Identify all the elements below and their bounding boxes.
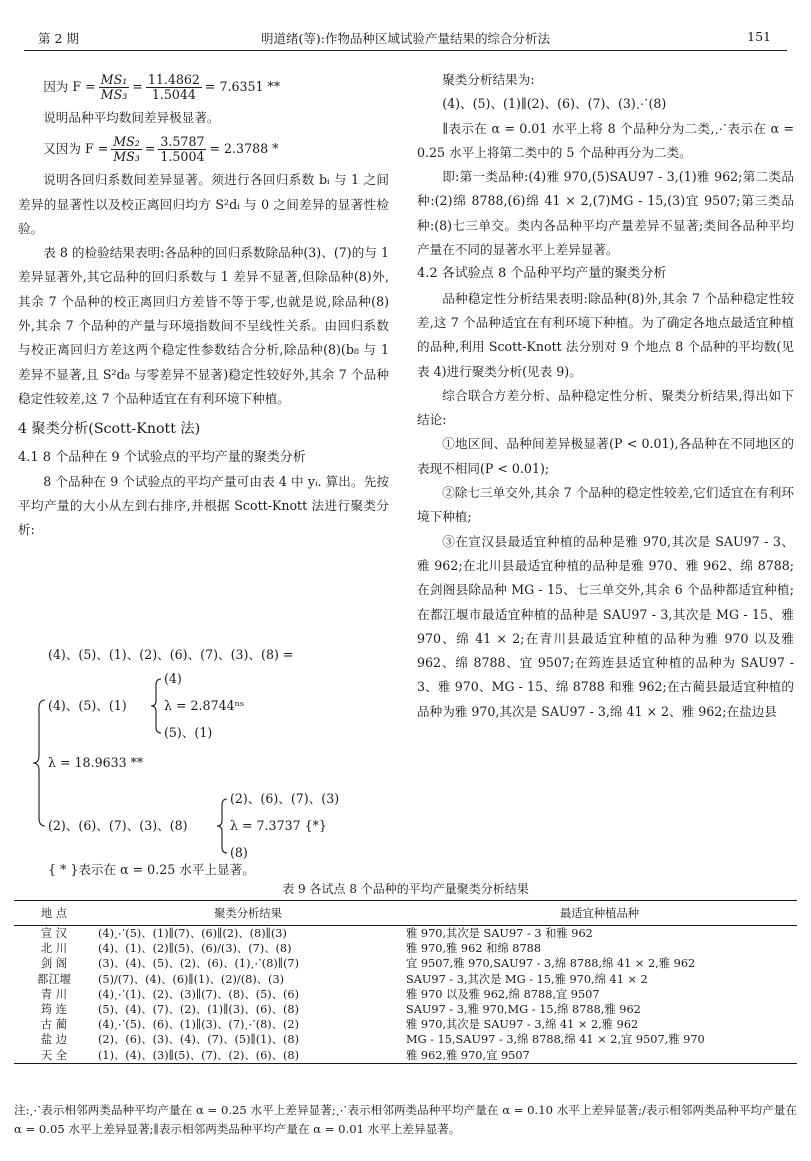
tree-group1-lambda: λ = 2.8744ⁿˢ [164,698,245,713]
cluster-cell: (4)⋰(1)、(2)、(3)∥(7)、(8)、(5)、(6) [98,987,300,1001]
ms-ratio-2 [111,135,142,164]
header-best-variety: 最适宜种植品种 [402,901,797,926]
issue-label: 第 2 期 [38,31,79,46]
ms1-symbol: MS₁ [100,71,128,87]
table-row [14,1032,797,1047]
ms3-value: 1.5044 [151,86,196,102]
table9-note: 注:⋰表示相邻两类品种平均产量在 α = 0.25 水平上差异显著;⋰表示相邻两类品种平均产量在 α = 0.10 水平上差异显著;/表示相邻两类品种平均产量在 α = 0.05 水平上差异显著;∥表示相邻两类品种平均产量在 α = 0.01 水平上差异显著。 [14,1103,797,1136]
table9 [14,900,797,1064]
cluster-cell: (2)、(6)、(3)、(4)、(7)、(5)∥(1)、(8) [98,1033,300,1047]
location-cell: 宣 汉 [40,927,68,940]
formula-f2-prefix: 又因为 F = [43,141,109,157]
cluster-cell: (3)、(4)、(5)、(2)、(6)、(1)⋰(8)∥(7) [98,957,300,971]
paragraph-cluster-result: (4)、(5)、(1)∥(2)、(6)、(7)、(3)⋰(8) [442,96,667,112]
table-row [14,956,797,971]
variety-cell: 雅 970,雅 962 和绵 8788 [406,942,542,956]
paragraph-4-2: 品种稳定性分析结果表明:除品种(8)外,其余 7 个品种稳定性较差,这 7 个品种适宜在有利环境下种植。为了确定各地点最适宜种植的品种,利用 Scott-Knott 法分别对 9 个地点 8 个品种的平均数(见表 4)进行聚类分析(见表 9)。 [417,290,794,379]
table-row [14,1048,797,1064]
formula-f2 [18,130,389,168]
ms3-symbol-2: MS₃ [113,148,140,164]
conclusion-3: ③在宣汉县最适宜种植的品种是雅 970,其次是 SAU97 - 3、雅 962;在北川县最适宜种植的品种是雅 970、雅 962、绵 8788;在剑阁县除品种 MG - 15、七三单交外,其余 6 个品种都适宜种植;在都江堰市最适宜种植的品种是 SAU97 - 3,其次是 MG - 15、雅 970、绵 41 × 2;在青川县最适宜种植的品种为雅 970 以及雅 962、绵 8788、宜 9507;在筠连县适宜种植的品种为 SAU97 - 3、雅 970、MG - 15、绵 8788 和雅 962;在古蔺县最适宜种植的品种为雅 970,其次是 SAU97 - 3,绵 41 × 2、雅 962;在盐边县 [417,533,794,719]
header-cluster-result: 聚类分析结果 [94,901,402,926]
running-header [0,0,811,44]
paragraph-table8-results: 表 8 的检验结果表明:各品种的回归系数除品种(3)、(7)的与 1 差异显著外,其它品种的回归系数与 1 差异不显著,但除品种(8)外,其余 7 个品种的校正离回归方差皆不等于零,也就是说,除品种(8)外,其余 7 个品种的产量与环境指数间不呈线性关系。由回归系数与校正离回归方差这两个稳定性参数结合分析,除品种(8)(b₈ 与 1 差异不显著,且 S²d₈ 与零差异不显著)稳定性较好外,其余 7 个品种稳定性较差,这 7 个品种适宜在有利环境下种植。 [18,245,389,406]
tree-group2-a: (2)、(6)、(7)、(3) [230,791,340,806]
left-column [18,68,389,543]
tree-group1-a: (4) [164,671,182,686]
tree-root: (4)、(5)、(1)、(2)、(6)、(7)、(3)、(8) = [48,647,294,662]
paragraph-4-1: 8 个品种在 9 个试验点的平均产量可由表 4 中 yᵢ. 算出。先按平均产量的大小从左到右排序,并根据 Scott-Knott 法进行聚类分析: [18,473,389,538]
table-row [14,926,797,942]
paragraph-class-list: 即:第一类品种:(4)雅 970,(5)SAU97 - 3,(1)雅 962;第二类品种:(2)绵 8788,(6)绵 41 × 2,(7)MG - 15,(3)宜 9507;第三类品种:(8)七三单交。类内各品种平均产量差异不显著;类间各品种平均产量在不同的显著水平上差异显著。 [417,169,794,258]
value-ratio-1 [146,73,202,102]
location-cell: 古 蔺 [40,1018,68,1032]
tree-note: { * }表示在 α = 0.25 水平上显著。 [48,862,255,877]
table-row [14,987,797,1002]
tree-group2: (2)、(6)、(7)、(3)、(8) [48,818,188,833]
location-cell: 筠 连 [40,1003,68,1017]
page-number: 151 [747,29,771,44]
cluster-cell: (1)、(4)、(3)∥(5)、(7)、(2)、(6)、(8) [94,1048,402,1064]
paragraph-f1-conclusion: 说明品种平均数间差异极显著。 [43,110,220,125]
section-4-2-heading: 4.2 各试验点 8 个品种平均产量的聚类分析 [417,266,667,282]
right-column [417,68,794,724]
location-cell: 青 川 [40,987,68,1001]
section-4-heading: 4 聚类分析(Scott-Knott 法) [18,421,201,438]
variety-cell: 雅 962,雅 970,宜 9507 [402,1048,797,1064]
formula-f2-result: = 2.3788 * [209,141,279,157]
cluster-cell: (4)⋰(5)、(6)、(1)∥(3)、(7)⋰(8)、(2) [98,1018,300,1032]
conclusion-1: ①地区间、品种间差异极显著(P < 0.01),各品种在不同地区的表现不相同(P < 0.01); [417,436,794,476]
cluster-cell: (5)/(7)、(4)、(6)∥(1)、(2)/(8)、(3) [98,972,285,986]
ms1-value: 11.4862 [147,71,200,87]
location-cell: 都江堰 [37,972,71,986]
table-row [14,1002,797,1017]
header-location: 地 点 [14,901,94,926]
section-4-1-heading: 4.1 8 个品种在 9 个试验点的平均产量的聚类分析 [18,449,306,465]
tree-group1: (4)、(5)、(1) [48,698,127,713]
paragraph-result-label: 聚类分析结果为: [442,72,535,87]
location-cell: 北 川 [40,942,68,956]
paragraph-summary: 综合联合方差分析、品种稳定性分析、聚类分析结果,得出如下结论: [417,387,794,428]
variety-cell: 雅 970,其次是 SAU97 - 3 和雅 962 [406,927,593,940]
header-rule [24,50,787,51]
variety-cell: SAU97 - 3,其次是 MG - 15,雅 970,绵 41 × 2 [406,972,648,986]
tree-group1-b: (5)、(1) [164,725,213,740]
tree-group2-b: (8) [230,845,248,860]
group1-bracket [151,679,161,733]
table-row [14,1017,797,1032]
root-bracket [33,700,45,826]
group2-bracket [217,799,227,853]
conclusion-2: ②除七三单交外,其余 7 个品种的稳定性较差,它们适宜在有利环境下种植; [417,485,794,525]
ms-ratio-1 [99,73,130,102]
tree-root-lambda: λ = 18.9633 ** [48,755,144,770]
running-title: 明道绪(等):作物品种区域试验产量结果的综合分析法 [261,31,550,46]
ms3-value-2: 1.5004 [160,148,205,164]
table9-caption: 表 9 各试点 8 个品种的平均产量聚类分析结果 [282,882,529,896]
formula-f1-result: = 7.6351 ** [204,78,281,94]
table-row [14,941,797,956]
cluster-tree [18,646,398,878]
formula-f1-prefix: 因为 F = [43,78,96,94]
ms2-value: 3.5787 [160,133,205,149]
cluster-cell: (5)、(4)、(7)、(2)、(1)∥(3)、(6)、(8) [98,1003,300,1017]
formula-f1 [18,68,389,106]
tree-group2-lambda: λ = 7.3737 {*} [230,818,327,833]
ms3-symbol: MS₃ [100,86,128,102]
table9-header-row [14,901,797,926]
variety-cell: 雅 970 以及雅 962,绵 8788,宜 9507 [406,987,600,1001]
formula-f1-eq: = [132,78,143,94]
paragraph-f2-conclusion: 说明各回归系数间差异显著。须进行各回归系数 bᵢ 与 1 之间差异的显著性以及校正离回归均方 S²dᵢ 与 0 之间差异的显著性检验。 [18,172,389,236]
variety-cell: 雅 970,其次是 SAU97 - 3,绵 41 × 2,雅 962 [406,1018,639,1032]
ms2-symbol: MS₂ [113,133,140,149]
variety-cell: MG - 15,SAU97 - 3,绵 8788,绵 41 × 2,宜 9507,雅 970 [406,1033,705,1047]
formula-f2-eq: = [144,141,156,157]
variety-cell: 宜 9507,雅 970,SAU97 - 3,绵 8788,绵 41 × 2,雅 962 [406,957,696,971]
value-ratio-2 [158,135,206,164]
cluster-cell: (4)⋰(5)、(1)∥(7)、(6)∥(2)、(8)∥(3) [98,927,287,940]
table-row [14,972,797,987]
location-cell: 盐 边 [40,1033,68,1047]
location-cell: 天 全 [14,1048,94,1064]
variety-cell: SAU97 - 3,雅 970,MG - 15,绵 8788,雅 962 [406,1003,641,1017]
cluster-cell: (4)、(1)、(2)∥(5)、(6)/(3)、(7)、(8) [98,942,292,956]
paragraph-symbol-meaning: ∥表示在 α = 0.01 水平上将 8 个品种分为二类,⋰表示在 α = 0.25 水平上将第二类中的 5 个品种再分为二类。 [417,120,794,160]
location-cell: 剑 阁 [40,957,68,971]
